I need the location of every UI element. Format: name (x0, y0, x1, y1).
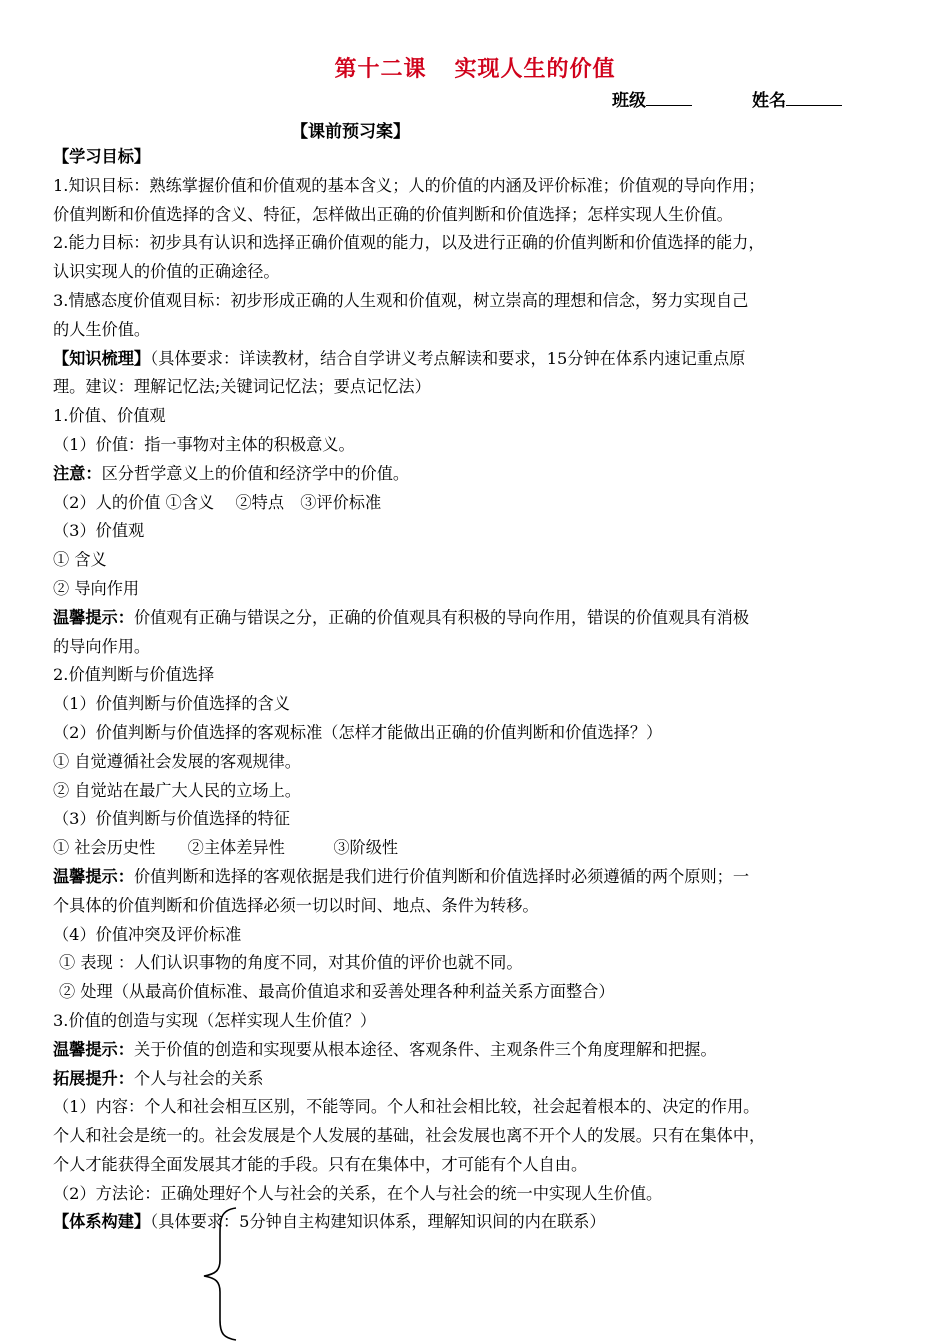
goals-line-5: 3.情感态度价值观目标：初步形成正确的人生观和价值观，树立崇高的理想和信念，努力实现自己 (53, 290, 749, 310)
section-1-item-3a: ① 含义 (53, 550, 107, 570)
class-name-fields (612, 86, 842, 111)
knowledge-heading-line (53, 345, 913, 374)
tip-2-line-1 (53, 863, 913, 892)
class-blank[interactable] (646, 90, 692, 106)
section-2-item-4a: ① 表现 ：人们认识事物的角度不同，对其价值的评价也就不同。 (59, 953, 523, 973)
section-1-item-1: （1）价值：指一事物对主体的积极意义。 (53, 434, 355, 454)
section-2-item-1: （1）价值判断与价值选择的含义 (53, 694, 290, 714)
name-label: 姓名 (752, 91, 786, 111)
system-heading: 【体系构建】 (53, 1212, 151, 1232)
goals-line-2: 价值判断和价值选择的含义、特征，怎样做出正确的价值判断和价值选择；怎样实现人生价值。 (53, 204, 733, 224)
extension-line (53, 1065, 913, 1094)
tip-3-text: 关于价值的创造和实现要从根本途径、客观条件、主观条件三个角度理解和把握。 (133, 1039, 717, 1059)
section-2-item-2: （2）价值判断与价值选择的客观标准（怎样才能做出正确的价值判断和价值选择？） (53, 722, 663, 742)
system-requirement: （具体要求：5分钟自主构建知识体系，理解知识间的内在联系） (150, 1212, 606, 1232)
extension-label: 拓展提升： (53, 1068, 134, 1088)
tip-label: 温馨提示： (53, 866, 134, 886)
tip-label: 温馨提示： (53, 1039, 134, 1059)
lesson-title (0, 52, 950, 83)
note-line (53, 460, 913, 489)
curly-brace-icon (196, 1206, 246, 1342)
tip-2-text: 价值判断和选择的客观依据是我们进行价值判断和价值选择时必须遵循的两个原则；一 (133, 866, 750, 886)
section-1-title: 1.价值、价值观 (53, 406, 166, 426)
goals-heading: 【学习目标】 (53, 147, 151, 166)
goals-line-4: 认识实现人的价值的正确途径。 (53, 262, 280, 282)
worksheet-body (53, 143, 913, 1237)
section-2-item-4b: ② 处理（从最高价值标准、最高价值追求和妥善处理各种利益关系方面整合） (59, 982, 615, 1002)
extension-content-1: （1）内容：个人和社会相互区别，不能等同。个人和社会相比较，社会起着根本的、决定的作用。 (53, 1097, 760, 1117)
section-2-item-2b: ② 自觉站在最广大人民的立场上。 (53, 780, 301, 800)
note-label: 注意： (53, 463, 102, 483)
knowledge-heading: 【知识梳理】 (53, 348, 151, 368)
tip-3-line (53, 1036, 913, 1065)
section-2-item-2a: ① 自觉遵循社会发展的客观规律。 (53, 751, 301, 771)
note-text: 区分哲学意义上的价值和经济学中的价值。 (101, 463, 410, 483)
goals-line-6: 的人生价值。 (53, 319, 151, 339)
knowledge-requirement-2: 理。建议：理解记忆法;关键词记忆法；要点记忆法） (53, 377, 431, 397)
section-1-item-2: （2）人的价值 ①含义 ②特点 ③评价标准 (53, 492, 382, 512)
section-3-title: 3.价值的创造与实现（怎样实现人生价值？） (53, 1010, 377, 1030)
section-2-item-3: （3）价值判断与价值选择的特征 (53, 809, 290, 829)
section-1-item-3: （3）价值观 (53, 521, 145, 541)
section-1-item-3b: ② 导向作用 (53, 578, 140, 598)
section-2-title: 2.价值判断与价值选择 (53, 665, 215, 685)
tip-1-text: 价值观有正确与错误之分，正确的价值观具有积极的导向作用，错误的价值观具有消极 (133, 607, 750, 627)
lesson-number: 第十二课 (334, 57, 427, 82)
goals-line-1: 1.知识目标：熟练掌握价值和价值观的基本含义；人的价值的内涵及评价标准；价值观的导向作用； (53, 175, 765, 195)
extension-content-2: 个人和社会是统一的。社会发展是个人发展的基础，社会发展也离不开个人的发展。只有在集体中， (53, 1126, 766, 1146)
tip-2-line-2: 个具体的价值判断和价值选择必须一切以时间、地点、条件为转移。 (53, 895, 539, 915)
preview-subtitle: 【课前预习案】 (291, 122, 410, 142)
goals-line-3: 2.能力目标：初步具有认识和选择正确价值观的能力，以及进行正确的价值判断和价值选择的能力， (53, 233, 765, 253)
extension-content-3: 个人才能获得全面发展其才能的手段。只有在集体中，才可能有个人自由。 (53, 1154, 588, 1174)
class-label: 班级 (612, 91, 646, 111)
extension-method: （2）方法论：正确处理好个人与社会的关系，在个人与社会的统一中实现人生价值。 (53, 1183, 663, 1203)
lesson-topic: 实现人生的价值 (454, 57, 616, 82)
knowledge-requirement-1: （具体要求：详读教材，结合自学讲义考点解读和要求，15分钟在体系内速记重点原 (150, 348, 746, 368)
name-blank[interactable] (786, 90, 842, 106)
section-2-item-3a: ① 社会历史性 ②主体差异性 ③阶级性 (53, 838, 399, 858)
tip-1-line-1 (53, 604, 913, 633)
tip-1-line-2: 的导向作用。 (53, 636, 151, 656)
system-heading-line (53, 1208, 913, 1237)
extension-title: 个人与社会的关系 (133, 1068, 264, 1088)
section-2-item-4: （4）价值冲突及评价标准 (53, 924, 242, 944)
tip-label: 温馨提示： (53, 607, 134, 627)
